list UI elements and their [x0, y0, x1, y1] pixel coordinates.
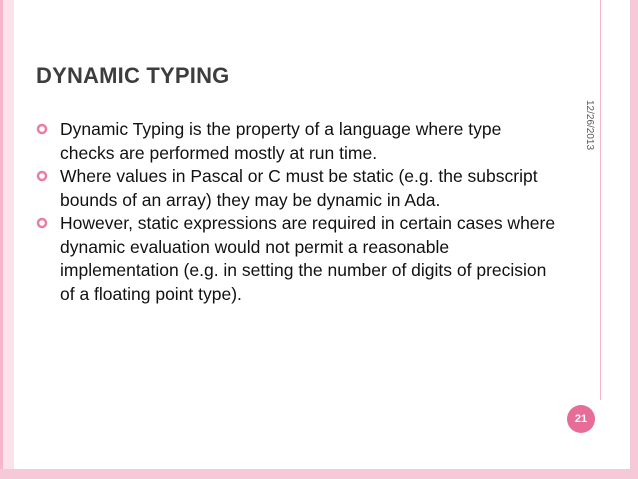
slide-date: 12/26/2013 [584, 100, 595, 151]
left-border [0, 0, 14, 479]
bullet-item [36, 165, 556, 212]
bullet-item [36, 118, 556, 165]
ring-bullet-icon [36, 217, 48, 229]
bullet-text: Dynamic Typing is the property of a language where type checks are performed mostly at run time. [60, 119, 502, 163]
slide-title: DYNAMIC TYPING [36, 63, 230, 88]
bullet-text: However, static expressions are required in certain cases where dynamic evaluation would not permit a reasonable implementation (e.g. in setting the number of digits of precision of a floating point type). [60, 213, 556, 304]
ring-bullet-icon [36, 123, 48, 135]
side-divider [600, 0, 601, 400]
page-number-badge: 21 [567, 405, 595, 433]
bullet-item [36, 212, 556, 306]
bullet-list [36, 118, 556, 306]
right-border [630, 0, 638, 479]
bottom-border [0, 469, 638, 479]
bullet-text: Where values in Pascal or C must be static (e.g. the subscript bounds of an array) they may be dynamic in Ada. [60, 166, 538, 210]
ring-bullet-icon [36, 170, 48, 182]
